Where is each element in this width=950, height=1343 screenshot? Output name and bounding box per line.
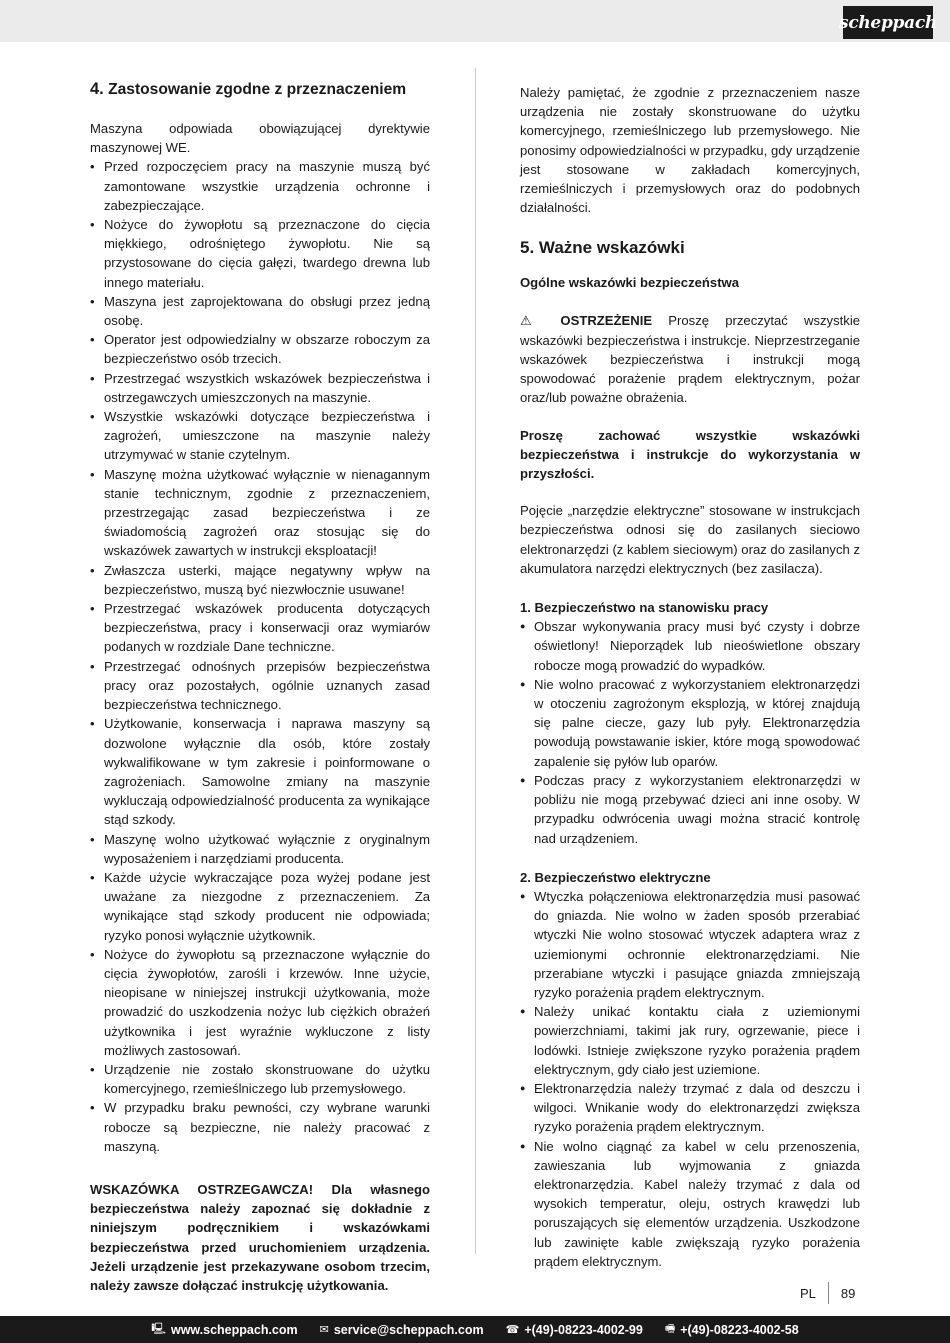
intended-use-list	[90, 157, 430, 1156]
section-5-heading: 5. Ważne wskazówki	[520, 238, 685, 258]
list-item: • Wszystkie wskazówki dotyczące bezpieczeństwa i zagrożeń, umieszczone na maszynie należy utrzymywać w stanie czytelnym.	[90, 407, 430, 465]
list-item: • Urządzenie nie zostało skonstruowane do użytku komercyjnego, rzemieślniczego lub przemysłowego.	[90, 1060, 430, 1098]
workplace-safety-list	[520, 617, 860, 847]
page-footer	[800, 1282, 855, 1304]
warning-note: WSKAZÓWKA OSTRZEGAWCZA! Dla własnego bezpieczeństwa należy zapoznać się dokładnie z niniejszym podręcznikiem i wskazówkami bezpieczeństwa przed uruchomieniem urządzenia. Jeżeli urządzenie jest przekazywane osobom trzecim, należy zawsze dołączać instrukcję użytkowania.	[90, 1181, 430, 1293]
list-item: ● Obszar wykonywania pracy musi być czysty i dobrze oświetlony! Nieporządek lub nieoświetlone obszary robocze mogą prowadzić do wypadków.	[520, 617, 860, 675]
list-item: • Operator jest odpowiedzialny w obszarze roboczym za bezpieczeństwo osób trzecich.	[90, 330, 430, 368]
language-code: PL	[800, 1285, 816, 1301]
list-item: • Przestrzegać odnośnych przepisów bezpieczeństwa pracy oraz pozostałych, ogólnie uznanych zasad bezpieczeństwa technicznego.	[90, 657, 430, 715]
column-divider	[475, 68, 476, 1254]
list-item: • Użytkowanie, konserwacja i naprawa maszyny są dozwolone wyłącznie dla osób, które zostały wykwalifikowane w tym zakresie i poinformowane o zagrożeniach. Samowolne zmiany na maszynie wykluczają odpowiedzialność producenta za wynikające stąd szkody.	[90, 714, 430, 829]
top-band	[0, 0, 950, 42]
list-item: • Nożyce do żywopłotu są przeznaczone wyłącznie do cięcia żywopłotów, zarośli i krzewów. Inne użycie, nieopisane w niniejszej instrukcji użytkowania, może prowadzić do uszkodzenia nożyc lub ciężkich obrażeń użytkownika i jest wyraźnie wykluczone z listy możliwych zastosowań.	[90, 945, 430, 1060]
list-item: • W przypadku braku pewności, czy wybrane warunki robocze są bezpieczne, nie należy pracować z maszyną.	[90, 1098, 430, 1156]
keep-instructions-note: Proszę zachować wszystkie wskazówki bezpieczeństwa i instrukcje do wykorzystania w przyszłości.	[520, 427, 860, 482]
list-item: • Przestrzegać wskazówek producenta dotyczących bezpieczeństwa, pracy i konserwacji oraz wymiarów podanych w rozdziale Dane techniczne.	[90, 599, 430, 657]
mail-icon: ✉	[319, 1323, 329, 1336]
contact-bar	[0, 1316, 950, 1343]
list-item: • Maszynę można użytkować wyłącznie w nienagannym stanie technicznym, zgodnie z przeznaczeniem, przestrzegając zasad bezpieczeństwa i ze świadomością zagrożeń oraz stosując się do wskazówek zawartych w instrukcji eksploatacji!	[90, 465, 430, 561]
electrical-safety-list	[520, 887, 860, 1271]
list-item: • Maszyna jest zaprojektowana do obsługi przez jedną osobę.	[90, 292, 430, 330]
brand-logo: scheppach	[843, 6, 933, 39]
list-item: • Nożyce do żywopłotu są przeznaczone do cięcia miękkiego, odrośniętego żywopłotu. Nie są przystosowane do cięcia gałęzi, twardego drewna lub innego materiału.	[90, 215, 430, 292]
right-column	[520, 83, 860, 1271]
intro-paragraph: Maszyna odpowiada obowiązującej dyrektywie maszynowej WE.	[90, 121, 430, 156]
website-link[interactable]: 🖳 www.scheppach.com	[151, 1320, 297, 1339]
list-item: • Przestrzegać wszystkich wskazówek bezpieczeństwa i ostrzegawczych umieszczonych na maszynie.	[90, 369, 430, 407]
list-item: • Zwłaszcza usterki, mające negatywny wpływ na bezpieczeństwo, muszą być niezwłocznie usuwane!	[90, 561, 430, 599]
email-link[interactable]: ✉ service@scheppach.com	[319, 1322, 484, 1337]
computer-icon: 🖳	[151, 1322, 166, 1335]
definition-paragraph: Pojęcie „narzędzie elektryczne” stosowane w instrukcjach bezpieczeństwa odnosi się do zasilanych sieciowo elektronarzędzi (z kablem sieciowym) oraz do zasilanych z akumulatora narzędzi elektrycznych (bez zasilacza).	[520, 503, 860, 576]
list-item: ● Elektronarzędzia należy trzymać z dala od deszczu i wilgoci. Wnikanie wody do elektronarzędzi zwiększa ryzyko porażenia prądem elektrycznym.	[520, 1079, 860, 1137]
list-item: ● Nie wolno pracować z wykorzystaniem elektronarzędzi w otoczeniu zagrożonym eksplozją, w której znajdują się palne ciecze, gazy lub pyły. Elektronarzędzia powodują powstawanie iskier, które mogą spowodować zapalenie się pyłów lub oparów.	[520, 675, 860, 771]
fax-number: 🖷 +(49)-08223-4002-58	[665, 1320, 799, 1339]
electrical-safety-title: 2. Bezpieczeństwo elektryczne	[520, 869, 711, 885]
warning-paragraph: ⚠ OSTRZEŻENIE Proszę przeczytać wszystkie wskazówki bezpieczeństwa i instrukcje. Nieprzestrzeganie wskazówek bezpieczeństwa i instrukcji mogą spowodować porażenie prądem elektrycznym, pożar oraz/lub poważne obrażenia.	[520, 312, 861, 406]
warning-triangle-icon: ⚠	[520, 313, 545, 329]
page-number: 89	[840, 1285, 856, 1301]
left-column	[90, 78, 430, 1295]
list-item: • Maszynę wolno użytkować wyłącznie z oryginalnym wyposażeniem i narzędziami producenta.	[90, 830, 430, 868]
workplace-safety-title: 1. Bezpieczeństwo na stanowisku pracy	[520, 600, 769, 616]
list-item: • Przed rozpoczęciem pracy na maszynie muszą być zamontowane wszystkie urządzenia ochronne i zabezpieczające.	[90, 157, 430, 215]
phone-number: ☎ +(49)-08223-4002-99	[505, 1322, 643, 1337]
list-item: ● Należy unikać kontaktu ciała z uziemionymi powierzchniami, takimi jak rury, ogrzewanie, piece i lodówki. Istnieje zwiększone ryzyko porażenia prądem elektrycznym, gdy ciało jest uziemione.	[520, 1002, 860, 1079]
list-item: ● Wtyczka połączeniowa elektronarzędzia musi pasować do gniazda. Nie wolno w żaden sposób przerabiać wtyczki Nie wolno stosować wtyczek adaptera wraz z uziemionymi ochronnie elektronarzędziami. Nie przerabiane wtyczki i pasujące gniazda zmniejszają ryzyko porażenia prądem elektrycznym.	[520, 887, 860, 1002]
section-4-heading: 4. Zastosowanie zgodne z przeznaczeniem	[90, 80, 407, 98]
list-item: ● Nie wolno ciągnąć za kabel w celu przenoszenia, zawieszania lub wyjmowania z gniazda elektronarzędzia. Kabel należy trzymać z dala od wysokich temperatur, oleju, ostrych krawędzi lub poruszających się elementów urządzenia. Uszkodzone lub zawinięte kable zwiększają ryzyko porażenia prądem elektrycznym.	[520, 1137, 860, 1271]
commercial-use-paragraph: Należy pamiętać, że zgodnie z przeznaczeniem nasze urządzenia nie zostały skonstruowane do użytku komercyjnego, rzemieślniczego lub przemysłowego. Nie ponosimy odpowiedzialności w przypadku, gdy urządzenie jest stosowane w zakładach komercyjnych, rzemieślniczych i przemysłowych oraz do podobnych działalności.	[520, 85, 860, 216]
list-item: ● Podczas pracy z wykorzystaniem elektronarzędzi w pobliżu nie mogą przebywać dzieci ani inne osoby. W przypadku odwrócenia uwagi można stracić kontrolę nad urządzeniem.	[520, 771, 860, 848]
list-item: • Każde użycie wykraczające poza wyżej podane jest uważane za niezgodne z przeznaczeniem. Za wynikające stąd szkody producent nie odpowiada; ryzyko ponosi wyłącznie użytkownik.	[90, 868, 430, 945]
phone-icon: ☎	[505, 1323, 520, 1336]
fax-icon: 🖷	[664, 1322, 676, 1335]
general-safety-subheading: Ogólne wskazówki bezpieczeństwa	[520, 275, 740, 291]
